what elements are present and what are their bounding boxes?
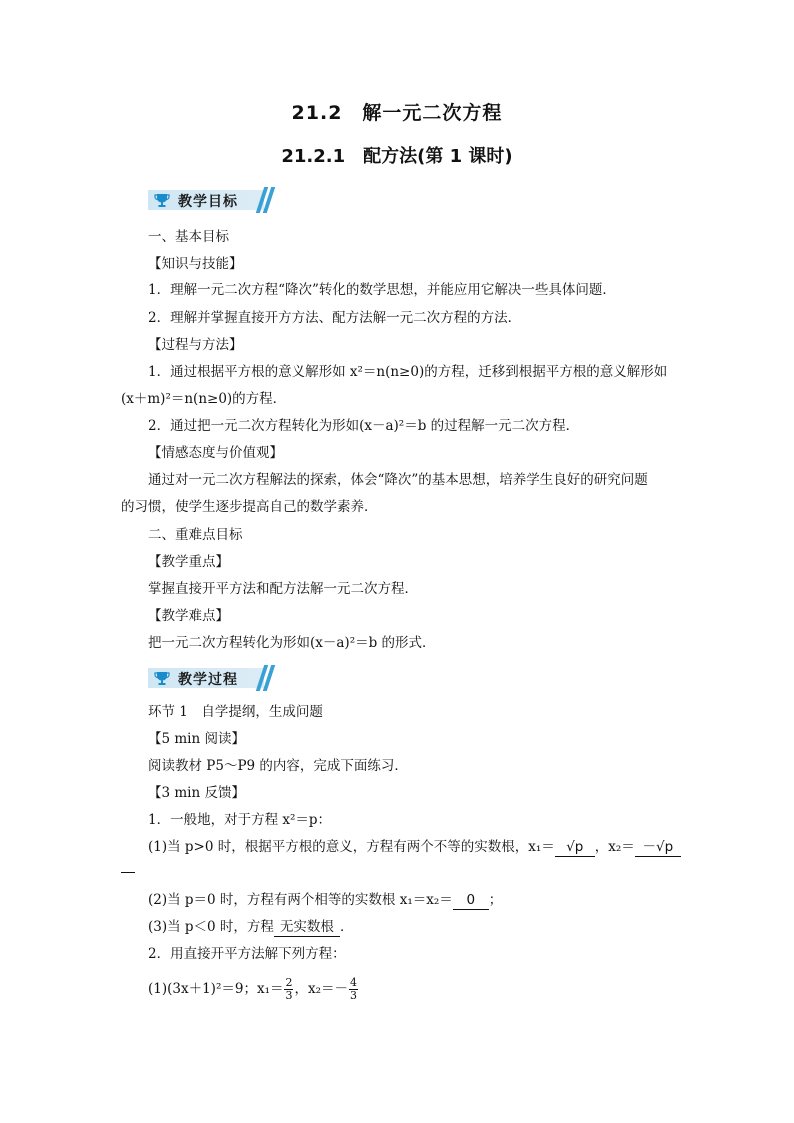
tag-difficulty: 【教学难点】 — [148, 608, 229, 624]
text-line: 阅读教材 P5～P9 的内容，完成下面练习． — [148, 758, 408, 774]
text-fragment: ，x₂＝－ — [294, 981, 349, 997]
answer-blank-continuation — [121, 860, 135, 873]
tag-read: 【5 min 阅读】 — [148, 731, 245, 747]
text-line: (x＋m)²＝n(n≥0)的方程． — [121, 391, 287, 407]
tag-attitude: 【情感态度与价值观】 — [148, 445, 283, 461]
banner-label: 教学过程 — [178, 672, 238, 688]
fraction — [349, 977, 358, 1002]
tag-focus: 【教学重点】 — [148, 554, 229, 570]
text-line: 2．理解并掌握直接开方方法、配方法解一元二次方程的方法． — [148, 310, 522, 326]
question-1-part-2 — [148, 891, 502, 910]
text-fragment: ． — [339, 919, 354, 935]
text-fragment: (2)当 p＝0 时，方程有两个相等的实数根 x₁＝x₂＝ — [148, 892, 453, 908]
fraction-numerator: 4 — [350, 976, 358, 989]
text-fragment: (1)当 p>0 时，根据平方根的意义，方程有两个不等的实数根，x₁＝ — [148, 839, 555, 855]
section-heading: 一、基本目标 — [148, 229, 229, 245]
answer-blank: －√p — [635, 838, 681, 857]
text-fragment: ，x₂＝ — [594, 839, 635, 855]
question-1-part-1 — [148, 838, 681, 857]
tag-process: 【过程与方法】 — [148, 337, 243, 353]
question-2-part-1 — [148, 976, 359, 1002]
text-line: 掌握直接开平方法和配方法解一元二次方程． — [148, 581, 418, 597]
text-line: 1．理解一元二次方程“降次”转化的数学思想，并能应用它解决一些具体问题． — [148, 282, 616, 298]
text-line: 把一元二次方程转化为形如(x－a)²＝b 的形式． — [148, 635, 436, 651]
text-fragment: ； — [488, 892, 503, 908]
fraction — [284, 977, 293, 1002]
text-line: 2．通过把一元二次方程转化为形如(x－a)²＝b 的过程解一元二次方程． — [148, 418, 580, 434]
text-fragment: (1)(3x＋1)²＝9；x₁＝ — [148, 981, 284, 997]
lesson-subtitle: 21.2.1 配方法(第 1 课时) — [281, 146, 513, 167]
question-1: 1．一般地，对于方程 x²＝p： — [148, 812, 332, 828]
question-1-part-3 — [148, 918, 353, 937]
answer-blank: 0 — [453, 891, 489, 910]
fraction-denominator: 3 — [285, 989, 293, 1002]
text-line: 通过对一元二次方程解法的探索，体会“降次”的基本思想，培养学生良好的研究问题 — [148, 472, 648, 488]
trophy-icon — [154, 192, 170, 208]
answer-blank: √p — [555, 838, 595, 857]
banner-teaching-process — [148, 665, 272, 691]
section-title: 21.2 解一元二次方程 — [291, 102, 503, 124]
tag-feedback: 【3 min 反馈】 — [148, 785, 245, 801]
fraction-numerator: 2 — [285, 976, 293, 989]
tag-knowledge: 【知识与技能】 — [148, 256, 243, 272]
trophy-icon — [154, 670, 170, 686]
banner-teaching-goals — [148, 187, 272, 213]
fraction-denominator: 3 — [350, 989, 358, 1002]
section-heading: 二、重难点目标 — [148, 527, 243, 543]
question-2: 2．用直接开平方法解下列方程： — [148, 946, 346, 962]
banner-label: 教学目标 — [178, 194, 238, 210]
text-line: 1．通过根据平方根的意义解形如 x²＝n(n≥0)的方程，迁移到根据平方根的意义解形如 — [148, 364, 668, 380]
text-fragment: (3)当 p＜0 时，方程 — [148, 919, 274, 935]
text-line: 的习惯，使学生逐步提高自己的数学素养． — [121, 499, 378, 515]
answer-blank: 无实数根 — [274, 918, 340, 937]
step-heading: 环节 1 自学提纲，生成问题 — [148, 704, 323, 720]
